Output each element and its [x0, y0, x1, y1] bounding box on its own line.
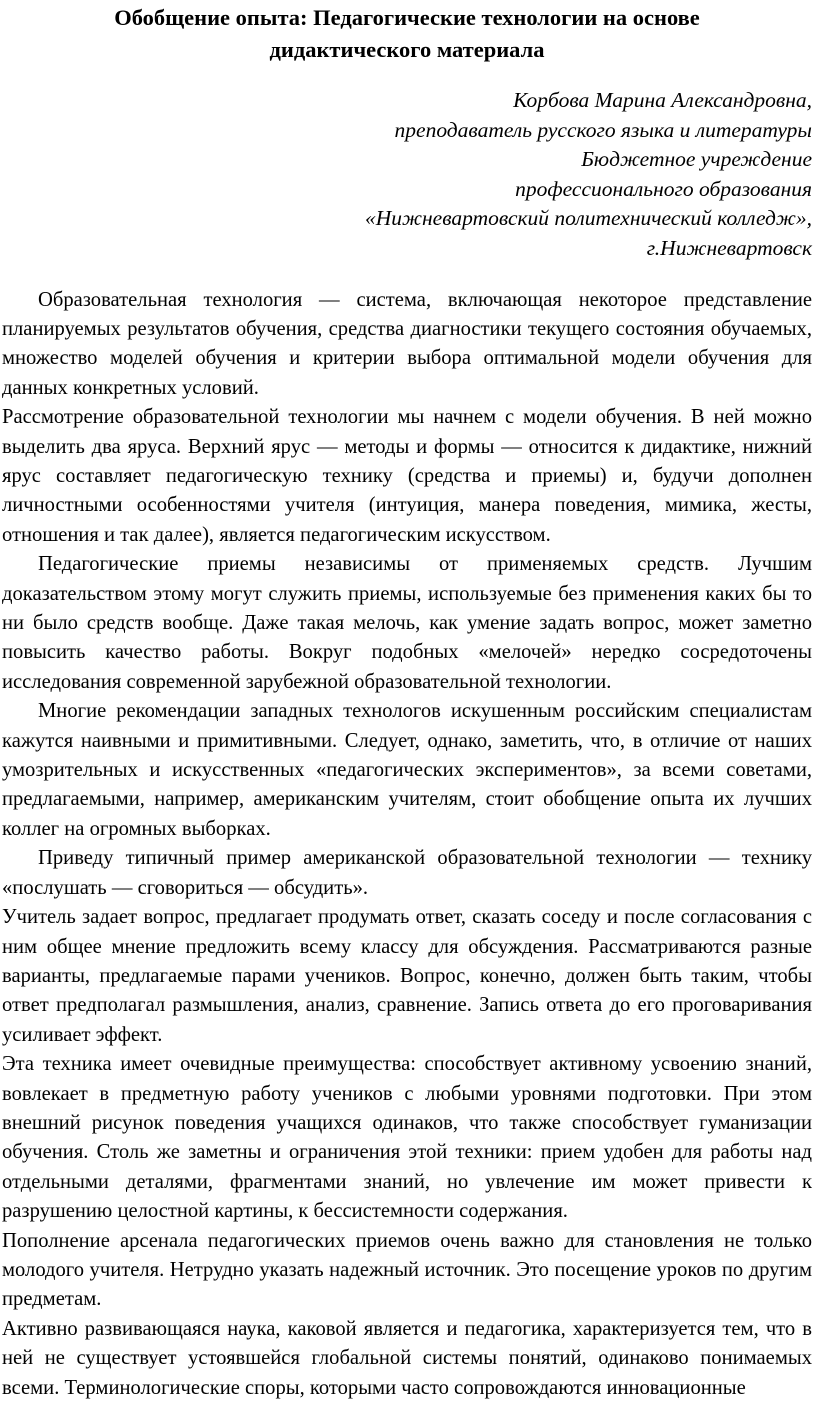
author-institution-line-1: Бюджетное учреждение	[581, 147, 812, 172]
author-institution-line-3: «Нижневартовский политехнический колледж»,	[364, 206, 812, 231]
paragraph: Эта техника имеет очевидные преимущества: способствует активному усвоению знаний, вовлекает в предметную работу учеников с любыми уровнями подготовки. При этом внешний рисунок поведения учащихся одинаков, что также способствует гуманизации обучения. Столь же заметны и ограничения этой техники: прием удобен для работы над отдельными деталями, фрагментами знаний, но увлечение им может привести к разрушению целостной картины, к бессистемности содержания.	[2, 1053, 812, 1223]
author-block	[2, 86, 812, 264]
author-institution-line-2: профессионального образования	[515, 176, 812, 201]
document-title	[2, 0, 812, 66]
paragraph: Многие рекомендации западных технологов искушенным российским специалистам кажутся наивными и примитивными. Следует, однако, заметить, что, в отличие от наших умозрительных и искусственных «педагогических экспериментов», за всеми советами, предлагаемыми, например, американским учителям, стоит обобщение опыта их лучших коллег на огромных выборках.	[2, 700, 812, 840]
author-name: Корбова Марина Александровна,	[513, 88, 812, 112]
author-city: г.Нижневартовск	[646, 235, 812, 260]
paragraph: Приведу типичный пример американской образовательной технологии — технику «послушать — сговориться — обсудить».	[2, 847, 812, 899]
title-line-1: Обобщение опыта: Педагогические технологии на основе	[114, 5, 700, 30]
paragraph: Учитель задает вопрос, предлагает продумать ответ, сказать соседу и после согласования с ним общее мнение предложить всему классу для обсуждения. Рассматриваются разные варианты, предлагаемые парами учеников. Вопрос, конечно, должен быть таким, чтобы ответ предполагал размышления, анализ, сравнение. Запись ответа до его проговаривания усиливает эффект.	[2, 906, 812, 1046]
paragraph: Педагогические приемы независимы от применяемых средств. Лучшим доказательством этому могут служить приемы, используемые без применения каких бы то ни было средств вообще. Даже такая мелочь, как умение задать вопрос, может заметно повысить качество работы. Вокруг подобных «мелочей» нередко сосредоточены исследования современной зарубежной образовательной технологии.	[2, 553, 812, 693]
paragraph: Образовательная технология — система, включающая некоторое представление планируемых результатов обучения, средства диагностики текущего состояния обучаемых, множество моделей обучения и критерии выбора оптимальной модели обучения для данных конкретных условий.	[2, 288, 812, 399]
paragraph: Активно развивающаяся наука, каковой является и педагогика, характеризуется тем, что в ней не существует устоявшейся глобальной системы понятий, одинаково понимаемых всеми. Терминологические споры, которыми часто сопровождаются инновационные	[2, 1317, 812, 1399]
title-line-2: дидактического материала	[269, 37, 545, 62]
paragraph: Рассмотрение образовательной технологии мы начнем с модели обучения. В ней можно выделить два яруса. Верхний ярус — методы и формы — относится к дидактике, нижний ярус составляет педагогическую технику (средства и приемы) и, будучи дополнен личностными особенностями учителя (интуиция, манера поведения, мимика, жесты, отношения и так далее), является педагогическим искусством.	[2, 406, 812, 546]
paragraph: Пополнение арсенала педагогических приемов очень важно для становления не только молодого учителя. Нетрудно указать надежный источник. Это посещение уроков по другим предметам.	[2, 1229, 812, 1311]
author-position: преподаватель русского языка и литературы	[394, 117, 812, 142]
document-body	[2, 286, 812, 1403]
